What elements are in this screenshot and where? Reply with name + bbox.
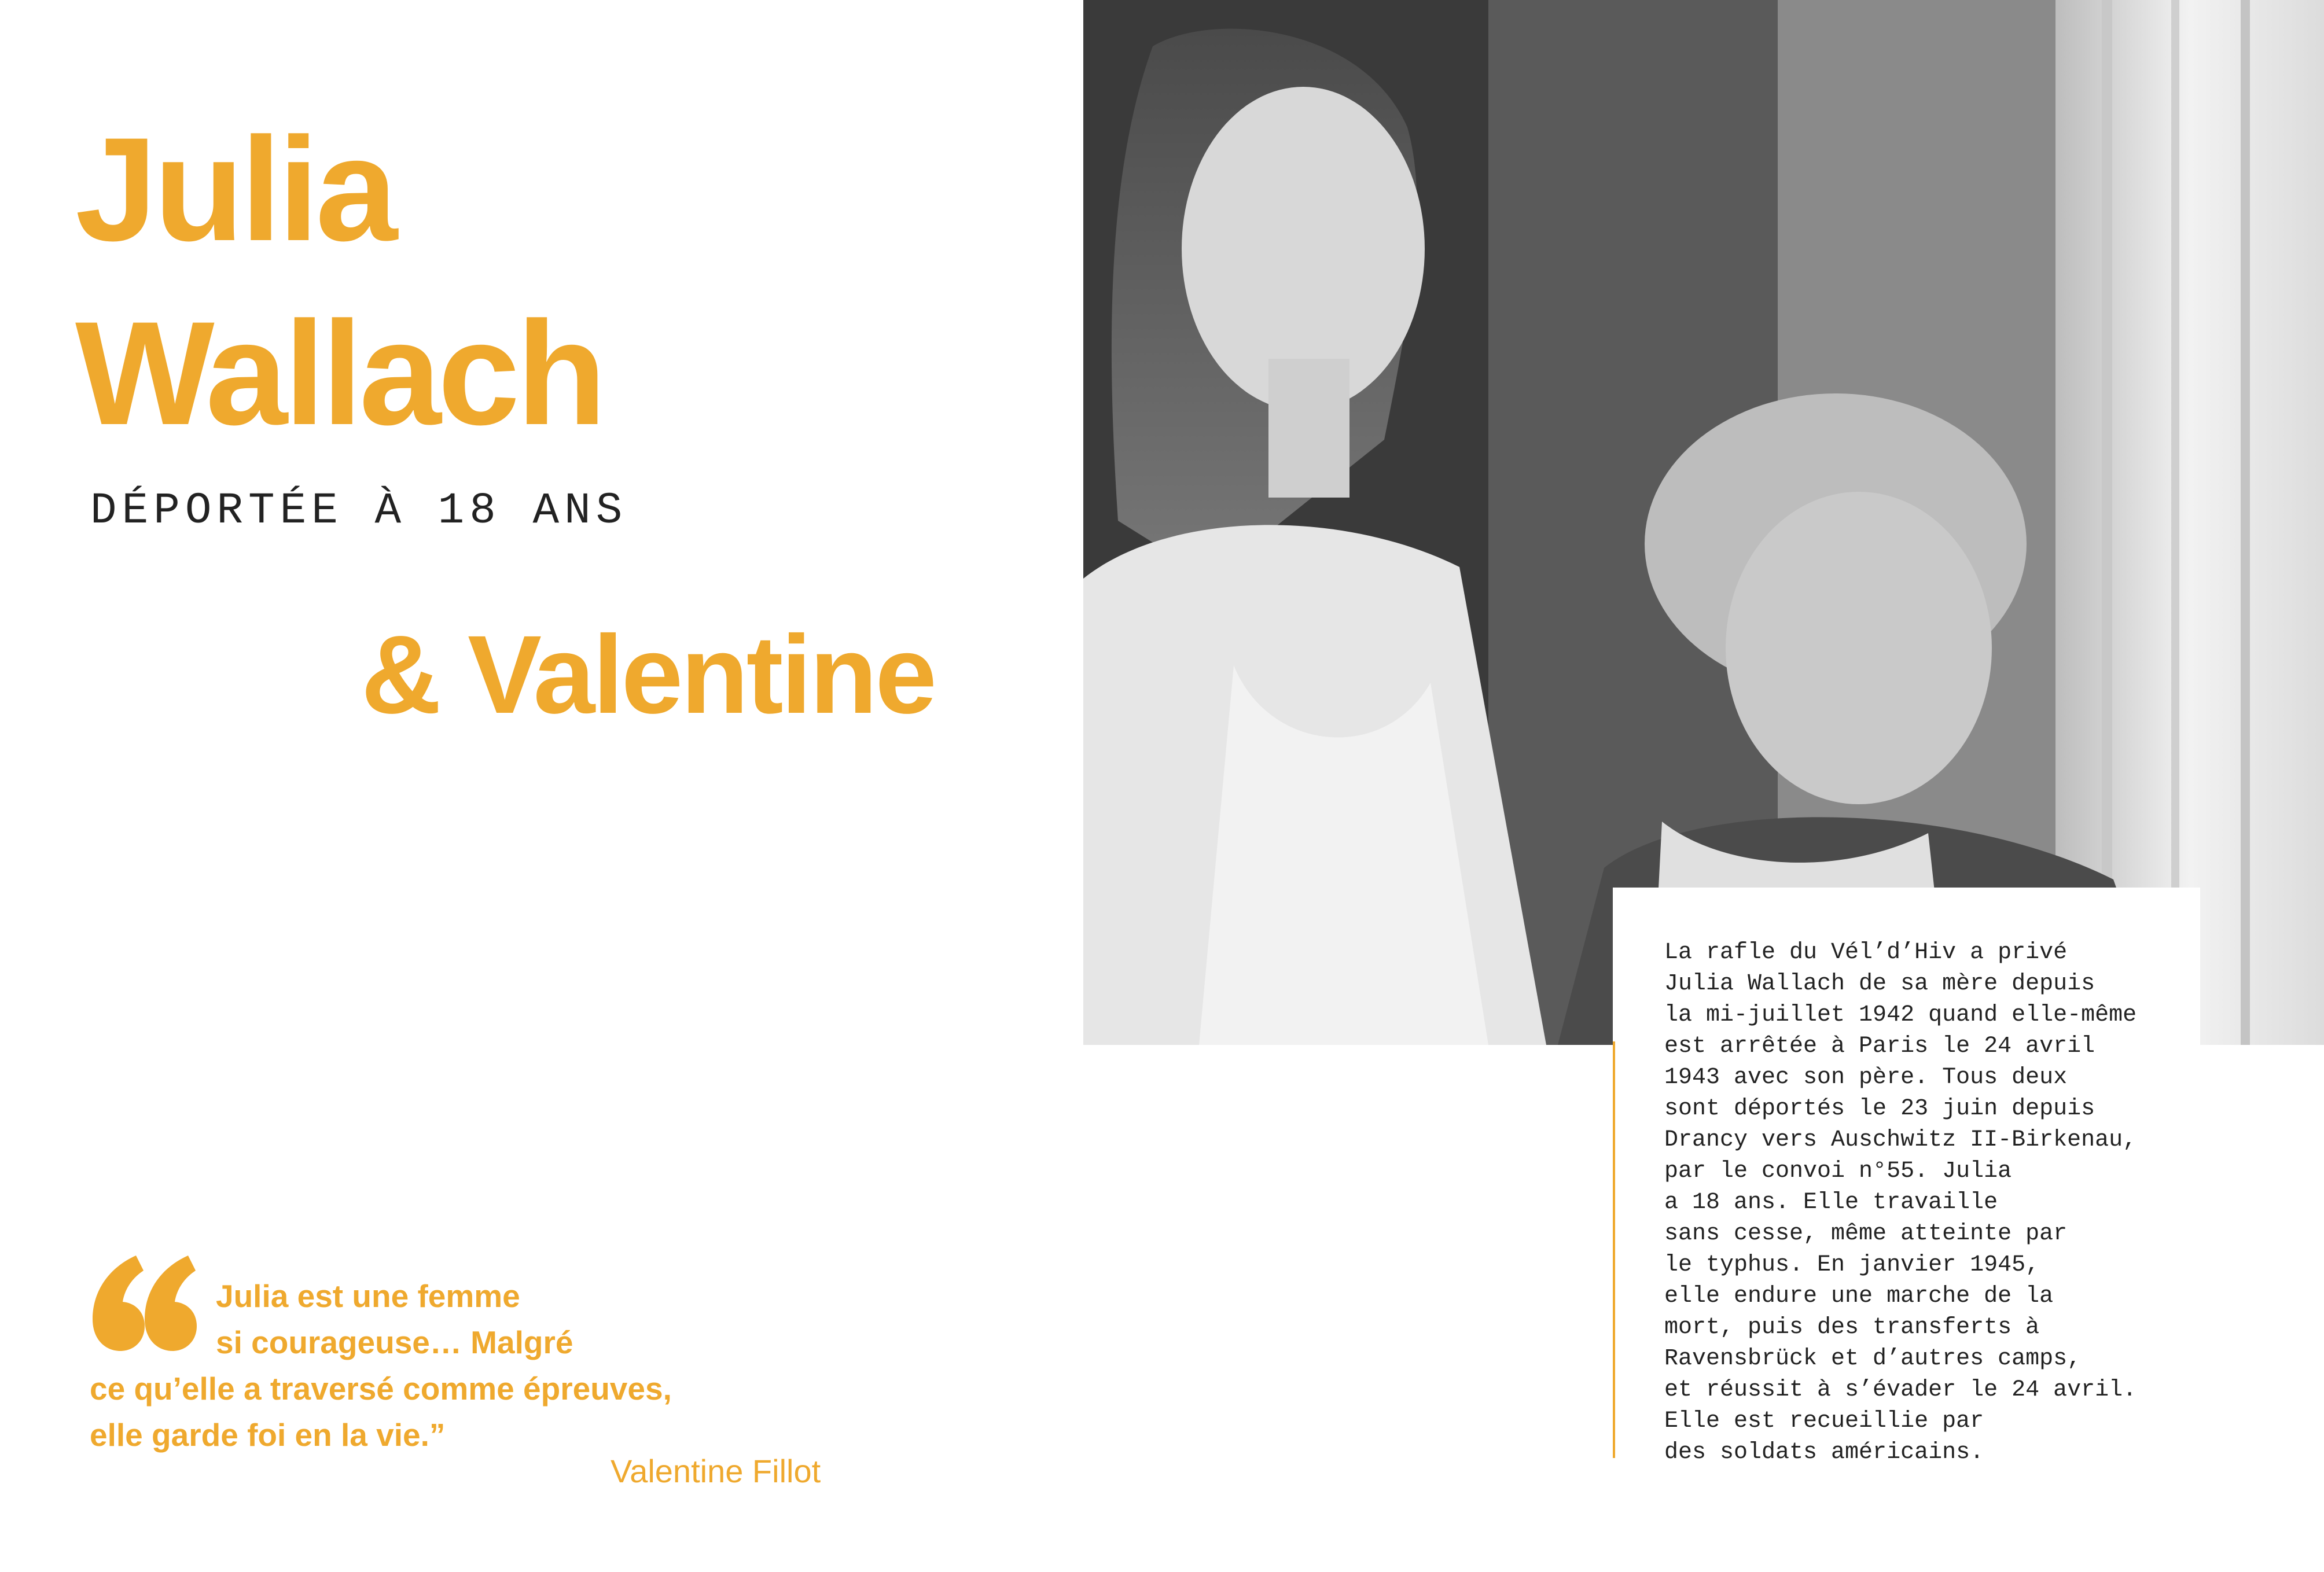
body-text-line: 1943 avec son père. Tous deux <box>1664 1065 2068 1091</box>
body-text-line: Julia Wallach de sa mère depuis <box>1664 971 2095 997</box>
body-text-line: elle endure une marche de la <box>1664 1283 2054 1309</box>
body-text-line: et réussit à s’évader le 24 avril. <box>1664 1377 2137 1403</box>
pull-quote <box>90 1273 672 1458</box>
subtitle: DÉPORTÉE À 18 ANS <box>90 486 628 536</box>
text-box-rule <box>1613 1041 1615 1458</box>
body-text-line: Drancy vers Auschwitz II-Birkenau, <box>1664 1127 2137 1153</box>
pull-quote-line: elle garde foi en la vie.” <box>90 1417 446 1453</box>
title-last-name: Wallach <box>75 291 604 456</box>
pull-quote-line: Julia est une femme <box>216 1278 520 1314</box>
body-text-line: sans cesse, même atteinte par <box>1664 1221 2068 1247</box>
title-first-name: Julia <box>75 107 395 272</box>
body-text <box>1664 937 2185 1468</box>
body-text-line: la mi-juillet 1942 quand elle-même <box>1664 1002 2137 1028</box>
pull-quote-line: ce qu’elle a traversé comme épreuves, <box>90 1371 672 1407</box>
body-text-line: Ravensbrück et d’autres camps, <box>1664 1346 2082 1372</box>
body-text-line: mort, puis des transferts à <box>1664 1315 2040 1341</box>
body-text-line: par le convoi n°55. Julia <box>1664 1158 2012 1184</box>
body-text-line: des soldats américains. <box>1664 1440 1984 1466</box>
body-text-line: Elle est recueillie par <box>1664 1408 1984 1434</box>
body-text-line: le typhus. En janvier 1945, <box>1664 1252 2040 1278</box>
body-text-line: a 18 ans. Elle travaille <box>1664 1190 1998 1216</box>
pull-quote-line: si courageuse… Malgré <box>216 1324 573 1360</box>
body-text-line: La rafle du Vél’d’Hiv a privé <box>1664 940 2068 966</box>
body-text-line: est arrêtée à Paris le 24 avril <box>1664 1033 2095 1059</box>
quote-author: Valentine Fillot <box>611 1453 821 1489</box>
body-text-line: sont déportés le 23 juin depuis <box>1664 1096 2095 1122</box>
title-second-name: & Valentine <box>361 612 935 737</box>
